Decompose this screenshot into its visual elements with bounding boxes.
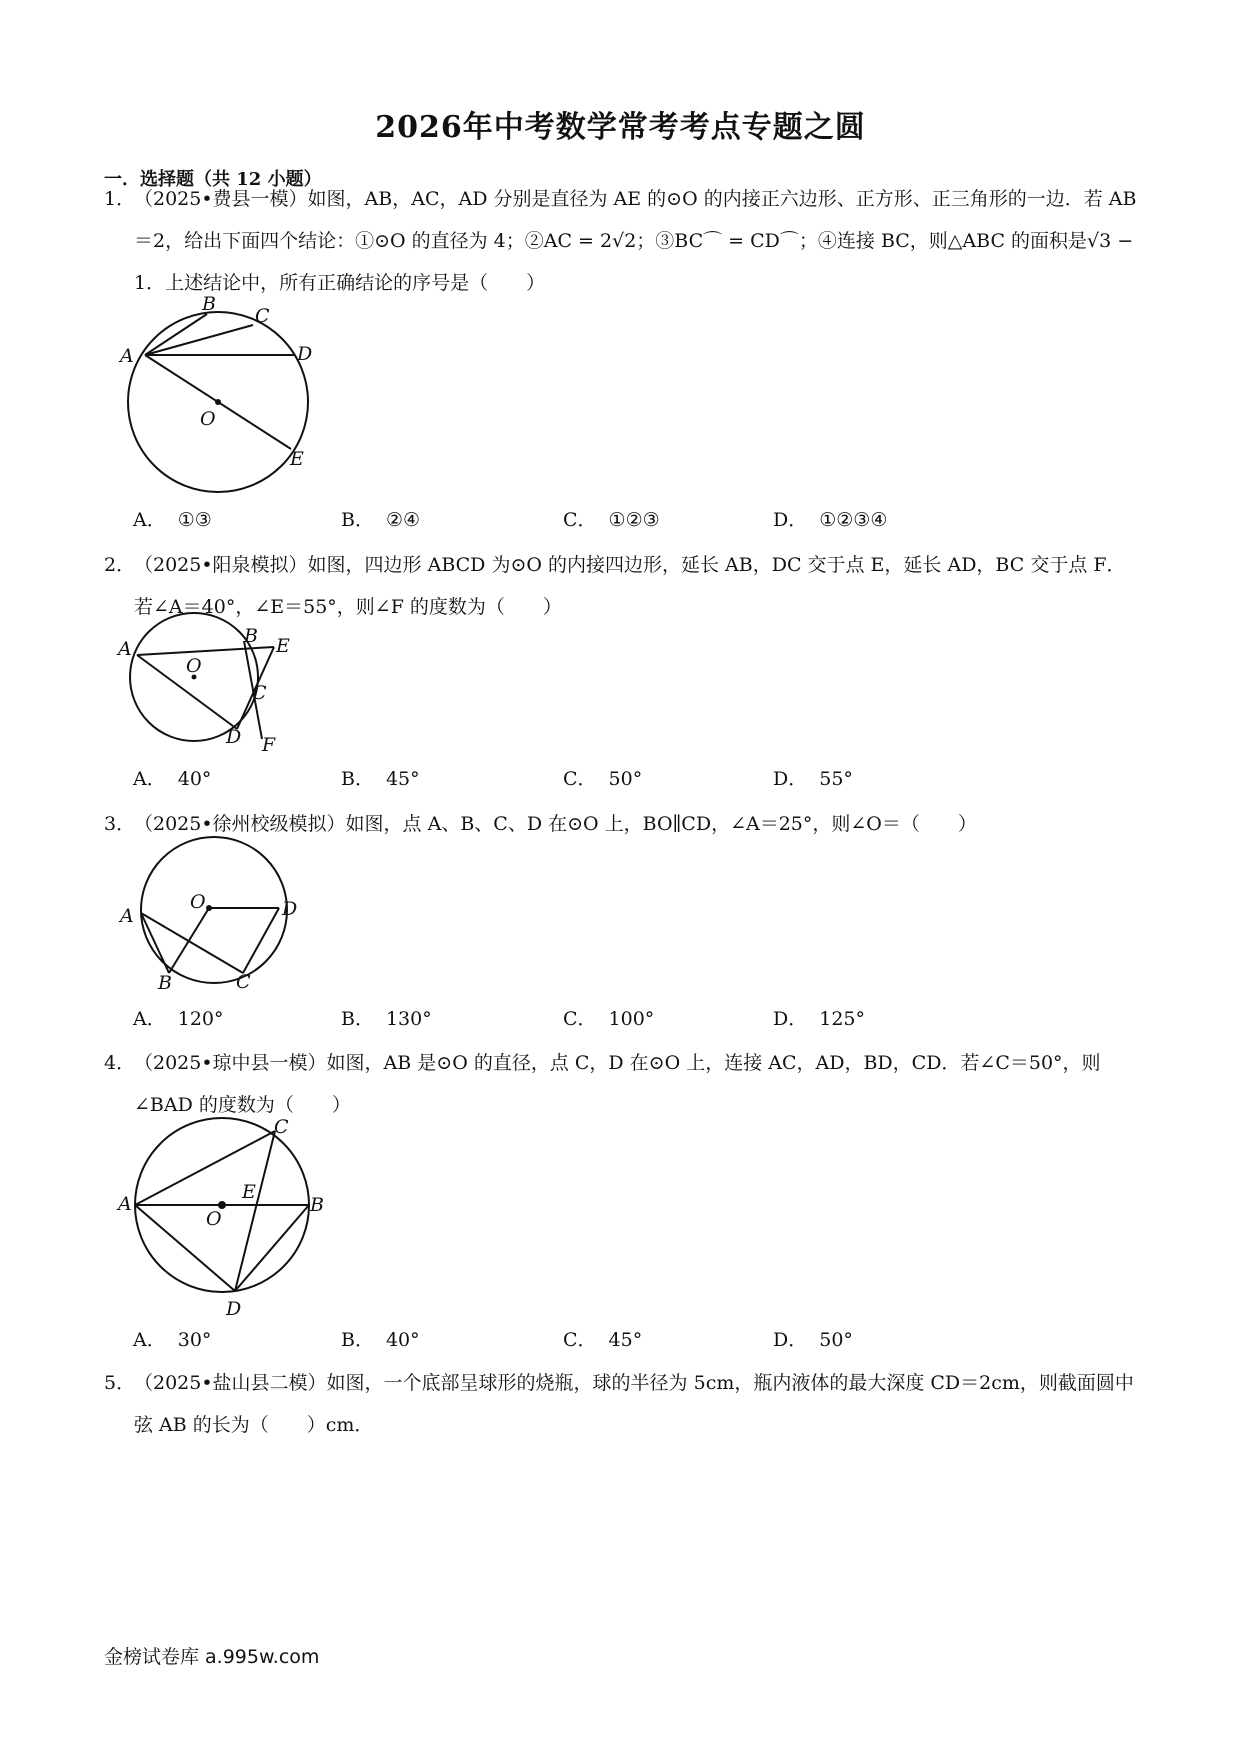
option-c[interactable]: C． 100° <box>563 1008 655 1030</box>
point-label-a: A <box>120 345 134 367</box>
segment-bo <box>169 908 209 973</box>
options-q4 <box>133 1325 1033 1355</box>
footer-source: 金榜试卷库 a.995w.com <box>104 1646 320 1668</box>
question-text: （2025•费县一模）如图，AB，AC，AD 分别是直径为 AE 的⊙O 的内接正六边形、正方形、正三角形的一边．若 AB＝2，给出下面四个结论：①⊙O 的直径为 4；②AC = 2√2；③BC⌒ = CD⌒；④连接 BC，则△ABC 的面积是√3 − 1．上述结论中，所有正确结论的序号是（ ） <box>134 188 1137 294</box>
point-label-o: O <box>200 408 216 430</box>
question-5 <box>104 1362 1144 1446</box>
point-label-o: O <box>206 1208 222 1230</box>
option-b[interactable]: B． 45° <box>341 768 420 790</box>
section-heading: 一．选择题（共 12 小题） <box>104 169 322 190</box>
point-label-b: B <box>202 293 216 315</box>
segment-ac <box>145 325 253 355</box>
figure-q2 <box>110 625 310 755</box>
point-label-f: F <box>262 734 276 756</box>
figure-q3 <box>110 840 330 1000</box>
point-label-a: A <box>118 638 132 660</box>
option-d[interactable]: D． 50° <box>773 1329 853 1351</box>
page-title: 2026年中考数学常考考点专题之圆 <box>375 110 866 145</box>
option-c[interactable]: C． 45° <box>563 1329 643 1351</box>
option-a[interactable]: A． 40° <box>133 768 212 790</box>
point-label-o: O <box>186 655 202 677</box>
point-label-d: D <box>297 343 313 365</box>
point-label-a: A <box>118 1193 132 1215</box>
options-q2 <box>133 764 1033 794</box>
segment-ab <box>145 314 207 355</box>
options-q1 <box>133 505 1033 535</box>
question-4 <box>104 1042 1144 1126</box>
figure-q1 <box>110 290 340 520</box>
option-a[interactable]: A． 30° <box>133 1329 212 1351</box>
point-label-d: D <box>226 726 242 748</box>
point-label-b: B <box>158 972 172 994</box>
question-text: （2025•盐山县二模）如图，一个底部呈球形的烧瓶，球的半径为 5cm，瓶内液体的最大深度 CD＝2cm，则截面圆中弦 AB 的长为（ ）cm． <box>134 1372 1134 1436</box>
point-label-e: E <box>276 635 290 657</box>
option-c[interactable]: C． 50° <box>563 768 643 790</box>
option-d[interactable]: D． 55° <box>773 768 853 790</box>
question-number: 5． <box>104 1372 136 1394</box>
center-point <box>206 905 212 911</box>
center-point <box>215 399 221 405</box>
question-1 <box>104 178 1144 304</box>
question-3 <box>104 803 1144 845</box>
question-number: 1． <box>104 188 136 210</box>
point-label-d: D <box>282 898 298 920</box>
question-number: 2． <box>104 554 136 576</box>
option-b[interactable]: B． ②④ <box>341 509 421 531</box>
option-d[interactable]: D． 125° <box>773 1008 865 1030</box>
option-b[interactable]: B． 40° <box>341 1329 420 1351</box>
question-text: （2025•琼中县一模）如图，AB 是⊙O 的直径，点 C，D 在⊙O 上，连接 AC，AD，BD，CD．若∠C＝50°，则∠BAD 的度数为（ ） <box>134 1052 1101 1116</box>
point-label-a: A <box>120 905 134 927</box>
point-label-c: C <box>236 971 251 993</box>
point-label-d: D <box>226 1298 242 1320</box>
options-q3 <box>133 1004 1033 1034</box>
point-label-c: C <box>255 305 270 327</box>
segment-cd <box>243 908 279 973</box>
question-text: （2025•阳泉模拟）如图，四边形 ABCD 为⊙O 的内接四边形，延长 AB，DC 交于点 E，延长 AD，BC 交于点 F．若∠A＝40°，∠E＝55°，则∠F 的度数为（ ） <box>134 554 1126 618</box>
segment-ac <box>141 913 243 973</box>
option-b[interactable]: B． 130° <box>341 1008 432 1030</box>
option-a[interactable]: A． 120° <box>133 1008 224 1030</box>
point-label-e: E <box>242 1181 256 1203</box>
question-2 <box>104 544 1144 628</box>
question-text: （2025•徐州校级模拟）如图，点 A、B、C、D 在⊙O 上，BO∥CD，∠A＝25°，则∠O＝（ ） <box>134 813 977 835</box>
option-a[interactable]: A． ①③ <box>133 509 212 531</box>
point-label-c: C <box>252 682 267 704</box>
question-number: 4． <box>104 1052 136 1074</box>
point-label-e: E <box>290 448 304 470</box>
option-d[interactable]: D． ①②③④ <box>773 509 888 531</box>
point-label-c: C <box>274 1116 289 1138</box>
point-label-b: B <box>310 1194 324 1216</box>
point-label-o: O <box>190 891 206 913</box>
question-number: 3． <box>104 813 136 835</box>
option-c[interactable]: C． ①②③ <box>563 509 660 531</box>
point-label-b: B <box>244 625 258 647</box>
figure-q4 <box>110 1115 350 1325</box>
